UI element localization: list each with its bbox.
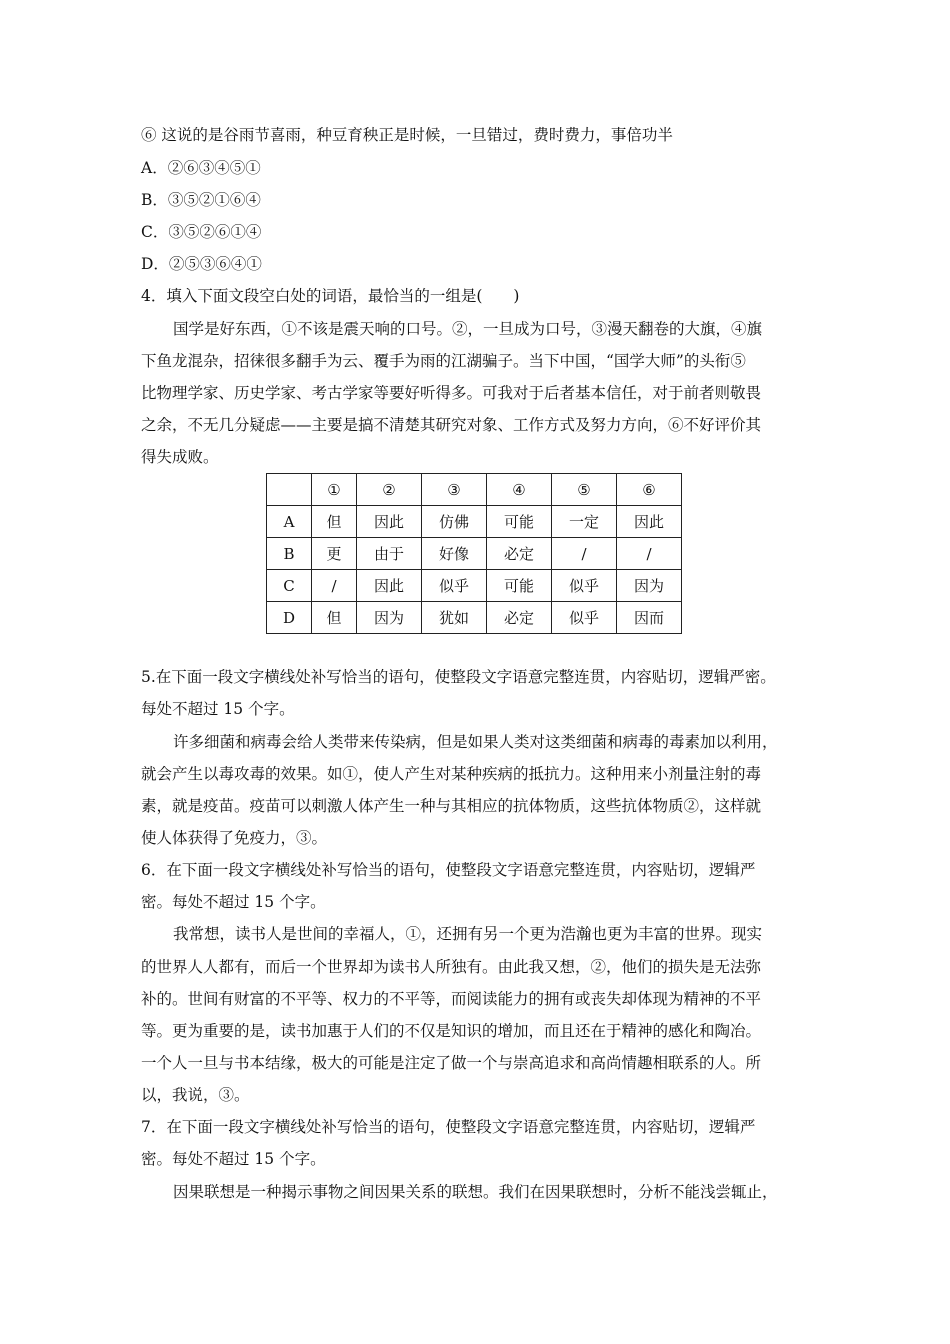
table-cell: B [267, 538, 312, 570]
q5-passage-line: 就会产生以毒攻毒的效果。如①，使人产生对某种疾病的抵抗力。这种用来小剂量注射的毒 [141, 765, 762, 783]
q5-passage-line: 许多细菌和病毒会给人类带来传染病，但是如果人类对这类细菌和病毒的毒素加以利用， [173, 733, 778, 751]
table-cell: ① [312, 474, 357, 506]
q5-stem: 5.在下面一段文字横线处补写恰当的语句，使整段文字语意完整连贯，内容贴切，逻辑严密。 [141, 668, 776, 686]
q4-options-table [266, 473, 682, 634]
q4-stem: 4．填入下面文段空白处的词语，最恰当的一组是( ) [141, 287, 520, 305]
table-cell: 可能 [487, 570, 552, 602]
q4-passage-line: 之余，不无几分疑虑——主要是搞不清楚其研究对象、工作方式及努力方向，⑥不好评价其 [141, 416, 762, 434]
table-cell: 因此 [357, 506, 422, 538]
table-cell: 必定 [487, 602, 552, 634]
table-cell: D [267, 602, 312, 634]
table-cell: / [312, 570, 357, 602]
table-cell: 仿佛 [422, 506, 487, 538]
q4-passage-line: 比物理学家、历史学家、考古学家等要好听得多。可我对于后者基本信任，对于前者则敬畏 [141, 384, 762, 402]
table-cell: 但 [312, 506, 357, 538]
table-cell: 似乎 [422, 570, 487, 602]
table-row [267, 538, 682, 570]
q6-passage-line: 我常想，读书人是世间的幸福人，①，还拥有另一个更为浩瀚也更为丰富的世界。现实 [173, 925, 763, 943]
table-cell: C [267, 570, 312, 602]
table-row [267, 602, 682, 634]
table-cell: ③ [422, 474, 487, 506]
q6-passage-line: 一个人一旦与书本结缘，极大的可能是注定了做一个与崇高追求和高尚情趣相联系的人。所 [141, 1054, 762, 1072]
q7-passage-line: 因果联想是一种揭示事物之间因果关系的联想。我们在因果联想时，分析不能浅尝辄止， [173, 1183, 778, 1201]
table-cell: 因此 [357, 570, 422, 602]
table-cell: ② [357, 474, 422, 506]
table-cell: 因为 [357, 602, 422, 634]
q6-stem: 密。每处不超过 15 个字。 [141, 893, 326, 911]
table-cell: / [617, 538, 682, 570]
table-cell: 因此 [617, 506, 682, 538]
table-cell: 必定 [487, 538, 552, 570]
table-cell [267, 474, 312, 506]
table-cell: 犹如 [422, 602, 487, 634]
table-cell: / [552, 538, 617, 570]
q3-option-d: D．②⑤③⑥④① [141, 255, 262, 273]
q4-passage-line: 国学是好东西，①不该是震天响的口号。②，一旦成为口号，③漫天翻卷的大旗，④旗 [173, 320, 763, 338]
table-cell: ④ [487, 474, 552, 506]
table-cell: 但 [312, 602, 357, 634]
q6-passage-line: 以，我说，③。 [141, 1086, 250, 1104]
q6-stem: 6．在下面一段文字横线处补写恰当的语句，使整段文字语意完整连贯，内容贴切，逻辑严 [141, 861, 756, 879]
q3-option-b: B．③⑤②①⑥④ [141, 191, 261, 209]
table-cell: 更 [312, 538, 357, 570]
table-cell: 因而 [617, 602, 682, 634]
q3-option-c: C．③⑤②⑥①④ [141, 223, 262, 241]
table-cell: 可能 [487, 506, 552, 538]
table-cell: 由于 [357, 538, 422, 570]
table-cell: A [267, 506, 312, 538]
table-cell: 好像 [422, 538, 487, 570]
q6-passage-line: 等。更为重要的是，读书加惠于人们的不仅是知识的增加，而且还在于精神的感化和陶冶。 [141, 1022, 762, 1040]
table-cell: 一定 [552, 506, 617, 538]
q4-passage-line: 下鱼龙混杂，招徕很多翻手为云、覆手为雨的江湖骗子。当下中国，“国学大师”的头衔⑤ [141, 352, 746, 370]
q7-stem: 密。每处不超过 15 个字。 [141, 1150, 326, 1168]
q4-passage-line: 得失成败。 [141, 448, 219, 466]
table-header-row [267, 474, 682, 506]
q3-option-a: A．②⑥③④⑤① [141, 159, 261, 177]
table-cell: ⑤ [552, 474, 617, 506]
q5-passage-line: 素，就是疫苗。疫苗可以刺激人体产生一种与其相应的抗体物质，这些抗体物质②，这样就 [141, 797, 762, 815]
q6-passage-line: 的世界人人都有，而后一个世界却为读书人所独有。由此我又想，②，他们的损失是无法弥 [141, 958, 762, 976]
table-row [267, 570, 682, 602]
q5-passage-line: 使人体获得了免疫力，③。 [141, 829, 328, 847]
q3-item-6: ⑥ 这说的是谷雨节喜雨，种豆育秧正是时候，一旦错过，费时费力，事倍功半 [141, 126, 673, 144]
table-cell: 因为 [617, 570, 682, 602]
q6-passage-line: 补的。世间有财富的不平等、权力的不平等，而阅读能力的拥有或丧失却体现为精神的不平 [141, 990, 762, 1008]
q5-stem: 每处不超过 15 个字。 [141, 700, 295, 718]
table-row [267, 506, 682, 538]
table-cell: ⑥ [617, 474, 682, 506]
table-cell: 似乎 [552, 570, 617, 602]
table-cell: 似乎 [552, 602, 617, 634]
q7-stem: 7．在下面一段文字横线处补写恰当的语句，使整段文字语意完整连贯，内容贴切，逻辑严 [141, 1118, 756, 1136]
